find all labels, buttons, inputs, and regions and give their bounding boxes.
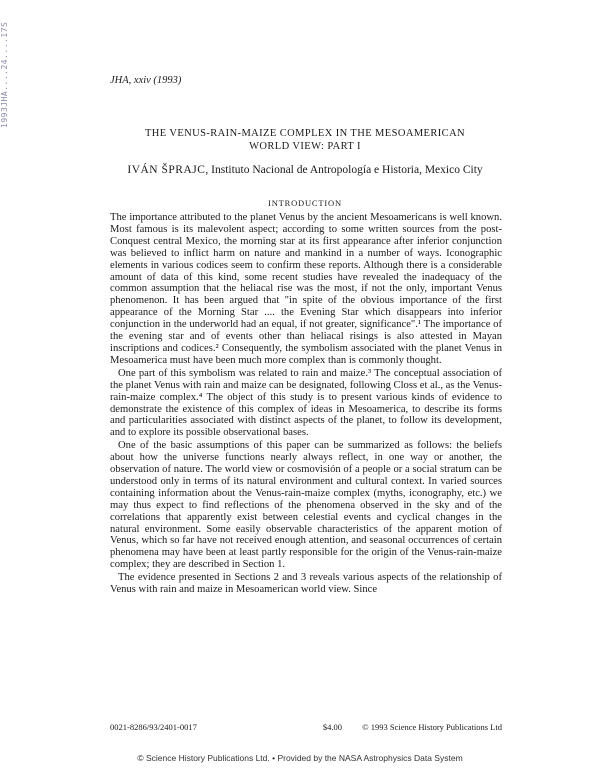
body-paragraph: One of the basic assumptions of this paper can be summarized as follows: the beliefs about how the universe functions nearly always reflect, in one way or another, the observation of nature. The world view or cosmovisión of a people or a social stratum can be understood only in terms of its natural environment and cultural context. In varied sources containing information about the Venus-rain-maize complex (myths, iconography, etc.) we may thus expect to find reflections of the phenomena observed in the sky and of the correlations that apparently exist between celestial events and cyclical changes in the natural environment. Some easily observable characteristics of the apparent motion of Venus, which so far have not received enough attention, and seasonal occurrences of certain phenomena may have been at least partly responsible for the origin of the Venus-rain-maize complex; they are described in Section 1. <box>110 440 502 571</box>
author-name: IVÁN ŠPRAJC <box>127 164 206 176</box>
body-paragraph: The importance attributed to the planet Venus by the ancient Mesoamericans is well known. Most famous is its malevolent aspect; according to some written sources from the post-Conquest central Mexico, the morning star at its first appearance after inferior conjunction was believed to inflict harm on nature and mankind in a number of ways. Iconographic elements in various codices seem to confirm these reports. Although there is a considerable amount of data of this kind, some recent studies have revealed the inadequacy of the common assumption that the heliacal rise was the most, if not the only, important Venus phenomenon. It has been argued that "in spite of the obvious importance of the first appearance of the Morning Star .... the Evening Star which disappears into inferior conjunction in the underworld had an equal, if not greater, significance".¹ The importance of the evening star and of events other than heliacal risings is also attested in Mayan inscriptions and codices.² Consequently, the symbolism associated with the planet Venus in Mesoamerica must have been much more complex than is commonly thought. <box>110 212 502 366</box>
article-title-line-1: THE VENUS-RAIN-MAIZE COMPLEX IN THE MESOAMERICAN <box>144 128 466 139</box>
copyright: © 1993 Science History Publications Ltd <box>362 722 502 732</box>
body-paragraph: One part of this symbolism was related to rain and maize.³ The conceptual association of the planet Venus with rain and maize can be designated, following Closs et al., as the Venus-rain-maize complex.⁴ The object of this study is to present various kinds of evidence to demonstrate the existence of this complex of ideas in Mesoamerica, to describe its forms and particularities associated with distinct aspects of the planet, to follow its development, and to explore its possible observational bases. <box>110 367 502 439</box>
author-affiliation: , Instituto Nacional de Antropología e Historia, Mexico City <box>205 164 483 176</box>
issn-code: 0021-8286/93/2401-0017 <box>110 722 197 732</box>
article-title <box>100 127 510 153</box>
author-line <box>100 164 510 176</box>
body-paragraph: The evidence presented in Sections 2 and 3 reveals various aspects of the relationship of Venus with rain and maize in Mesoamerican world view. Since <box>110 572 502 596</box>
article-body <box>110 212 502 596</box>
ads-bibcode-margin: 1993JHA....24....17S <box>0 21 9 128</box>
journal-reference: JHA, xxiv (1993) <box>110 75 182 86</box>
article-title-line-2: WORLD VIEW: PART I <box>249 141 361 152</box>
price-and-copyright <box>323 722 502 732</box>
price: $4.00 <box>322 722 343 732</box>
ads-provider-footer: © Science History Publications Ltd. • Provided by the NASA Astrophysics Data System <box>137 753 463 763</box>
section-heading: INTRODUCTION <box>268 198 342 208</box>
publication-footer <box>110 722 502 732</box>
